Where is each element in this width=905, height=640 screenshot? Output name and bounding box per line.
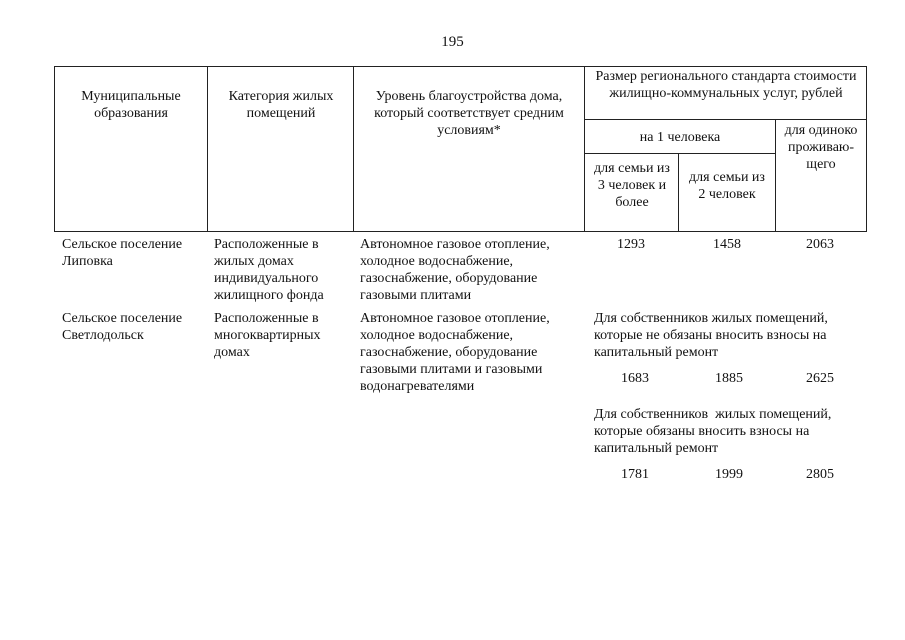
col-divider-3 (584, 66, 585, 232)
row1-category: Расположенные в жилых домах индивидуального жилищного фонда (214, 237, 324, 303)
col-divider-4 (678, 153, 679, 232)
col-divider-1 (207, 66, 208, 232)
header-standard: Размер регионального стандарта стоимости жилищно-коммунальных услуг, рублей (595, 69, 857, 101)
col-divider-5 (775, 119, 776, 232)
row2-group2-value-family2: 1999 (715, 467, 743, 482)
header-single: для одиноко проживаю-щего (784, 123, 858, 172)
row2-group2-value-single: 2805 (806, 467, 834, 482)
table-top-border (54, 66, 867, 67)
table-right-border (866, 66, 867, 232)
row2-group2-note: Для собственников жилых помещений, которые обязаны вносить взносы на капитальный ремонт (594, 407, 835, 456)
header-family3: для семьи из 3 человек и более (594, 161, 670, 210)
standard-header-divider (584, 119, 867, 120)
per-person-header-divider (584, 153, 775, 154)
header-family2: для семьи из 2 человек (689, 170, 765, 202)
table-header-bottom-border (54, 231, 867, 232)
row1-value-family3: 1293 (617, 237, 645, 252)
row2-group1-value-family3: 1683 (621, 371, 649, 386)
col-divider-2 (353, 66, 354, 232)
page-number: 195 (441, 34, 464, 50)
header-municipality: Муниципальные образования (81, 89, 181, 121)
row2-municipality: Сельское поселение Светлодольск (62, 311, 183, 343)
header-per-person: на 1 человека (639, 130, 721, 145)
row2-group2-value-family3: 1781 (621, 467, 649, 482)
row1-value-single: 2063 (806, 237, 834, 252)
row2-category: Расположенные в многоквартирных домах (214, 311, 321, 360)
row2-group1-note: Для собственников жилых помещений, которые не обязаны вносить взносы на капитальный ремонт (594, 311, 828, 360)
row2-group1-value-single: 2625 (806, 371, 834, 386)
row1-level: Автономное газовое отопление, холодное водоснабжение, газоснабжение, оборудование газовыми плитами (360, 237, 550, 303)
row1-municipality: Сельское поселение Липовка (62, 237, 183, 269)
row1-value-family2: 1458 (713, 237, 741, 252)
table-left-border (54, 66, 55, 232)
row2-group1-value-family2: 1885 (715, 371, 743, 386)
header-category: Категория жилых помещений (228, 89, 334, 121)
row2-level: Автономное газовое отопление, холодное водоснабжение, газоснабжение, оборудование газовыми плитами и газовыми водонагревателями (360, 311, 550, 394)
header-level: Уровень благоустройства дома, который соответствует средним условиям* (374, 89, 564, 138)
